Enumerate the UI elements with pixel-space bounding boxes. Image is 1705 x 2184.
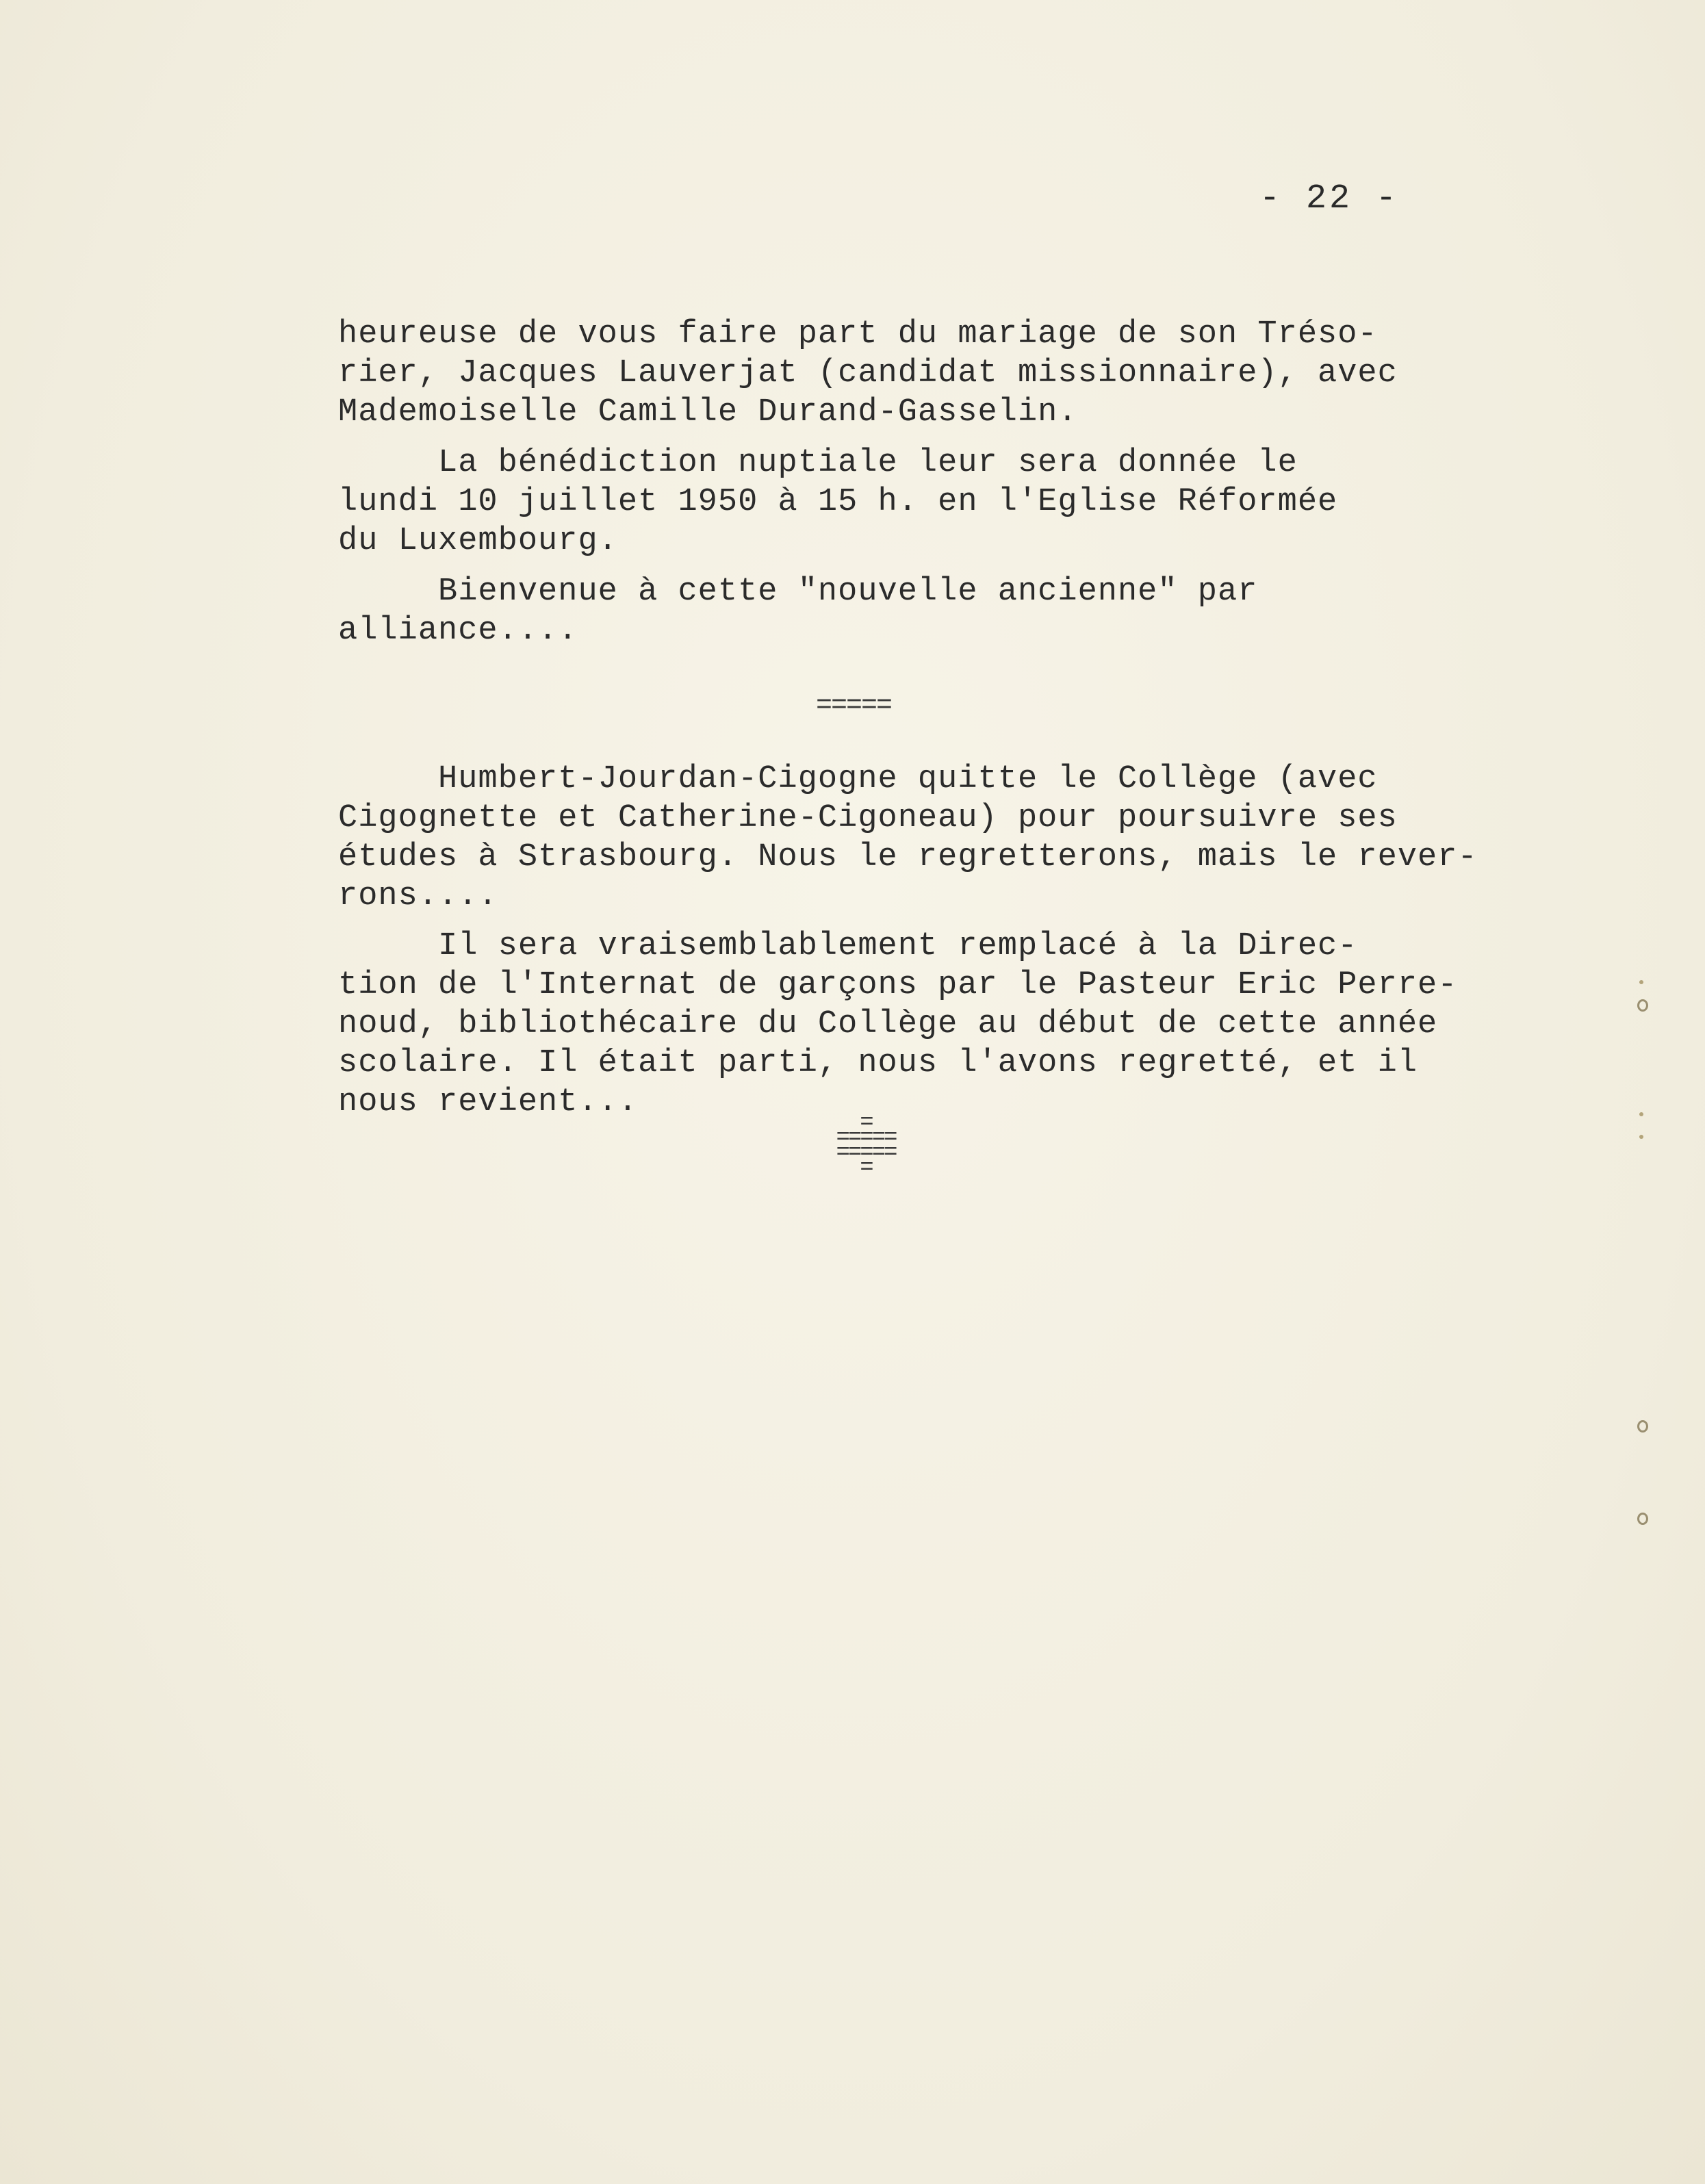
paragraph-4-line-3: études à Strasbourg. Nous le regretterons, mais le rever- bbox=[338, 839, 1478, 875]
paragraph-1-line-1: heureuse de vous faire part du mariage de son Tréso- bbox=[338, 316, 1378, 352]
margin-speck bbox=[1639, 1135, 1643, 1139]
paragraph-2-line-1: La bénédiction nuptiale leur sera donnée le bbox=[338, 445, 1298, 481]
paragraph-5-line-1: Il sera vraisemblablement remplacé à la Direc- bbox=[338, 928, 1358, 964]
paragraph-4-line-4: rons.... bbox=[338, 878, 498, 914]
page-number: - 22 - bbox=[1259, 179, 1400, 218]
paragraph-1-line-2: rier, Jacques Lauverjat (candidat missionnaire), avec bbox=[338, 355, 1398, 391]
paragraph-4-line-1: Humbert-Jourdan-Cigogne quitte le Collège (avec bbox=[338, 761, 1378, 797]
punch-hole bbox=[1637, 1420, 1648, 1433]
separator-rule: ===== bbox=[816, 691, 892, 721]
margin-speck bbox=[1639, 980, 1643, 984]
paragraph-3-line-2: alliance.... bbox=[338, 613, 578, 649]
paragraph-5-line-2: tion de l'Internat de garçons par le Pasteur Eric Perre- bbox=[338, 967, 1458, 1003]
paragraph-5-line-4: scolaire. Il était parti, nous l'avons regretté, et il bbox=[338, 1045, 1418, 1081]
paragraph-5-line-3: noud, bibliothécaire du Collège au début de cette année bbox=[338, 1006, 1438, 1042]
punch-hole bbox=[1637, 1513, 1648, 1525]
closing-ornament: = ===== ===== = bbox=[836, 1110, 896, 1181]
punch-hole bbox=[1637, 999, 1648, 1012]
paragraph-3-line-1: Bienvenue à cette "nouvelle ancienne" par bbox=[338, 574, 1258, 610]
paragraph-2-line-3: du Luxembourg. bbox=[338, 523, 618, 559]
margin-speck bbox=[1639, 1112, 1643, 1116]
paragraph-2-line-2: lundi 10 juillet 1950 à 15 h. en l'Eglise Réformée bbox=[338, 484, 1338, 520]
paragraph-5-line-5: nous revient... bbox=[338, 1084, 639, 1120]
paragraph-4-line-2: Cigognette et Catherine-Cigoneau) pour poursuivre ses bbox=[338, 800, 1398, 836]
paragraph-1-line-3: Mademoiselle Camille Durand-Gasselin. bbox=[338, 394, 1078, 431]
